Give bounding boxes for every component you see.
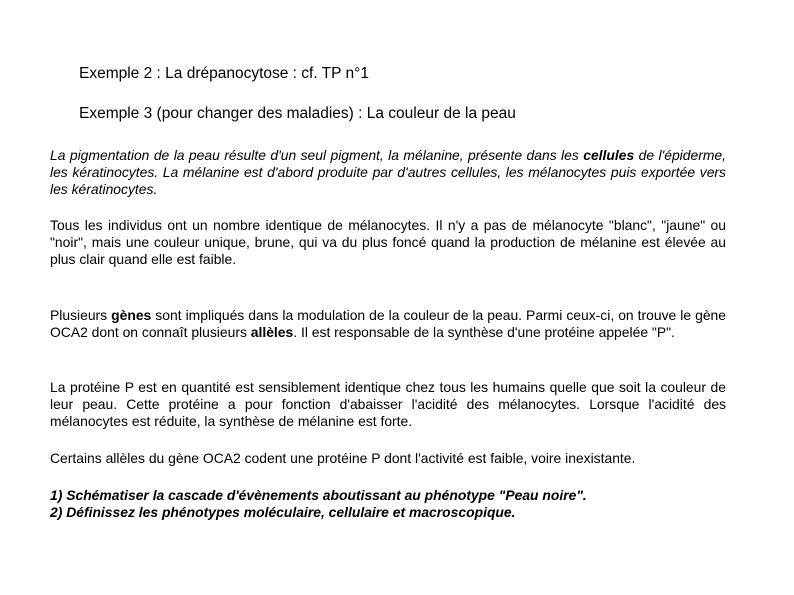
paragraph-protein-p: La protéine P est en quantité est sensiblement identique chez tous les humains quelle que soit la couleur de leur peau. Cette protéine a pour fonction d'abaisser l'acidité des mélanocytes. Lorsque l'acidité des mélanocytes est réduite, la synthèse de mélanine est forte.	[50, 379, 726, 429]
question-1: 1) Schématiser la cascade d'évènements aboutissant au phénotype "Peau noire".	[50, 487, 587, 503]
paragraph-genes	[50, 307, 726, 341]
paragraph-pigmentation-text-2: de l'épiderme, les kératinocytes. La mélanine est d'abord produite par d'autres cellules, les mélanocytes puis exportée vers les kératinocytes.	[50, 147, 726, 197]
paragraph-genes-text-1: Plusieurs	[50, 307, 112, 323]
paragraph-genes-text-2: sont impliqués dans la modulation de la couleur de la peau. Parmi ceux-ci, on trouve le gène OCA2 dont on connaît plusieurs	[50, 307, 726, 340]
question-2: 2) Définissez les phénotypes moléculaire, cellulaire et macroscopique.	[50, 504, 516, 520]
example-3-heading: Exemple 3 (pour changer des maladies) : La couleur de la peau	[79, 105, 516, 122]
paragraph-pigmentation	[50, 147, 726, 198]
term-cellules: cellules	[583, 147, 635, 163]
paragraph-oca2-alleles: Certains allèles du gène OCA2 codent une protéine P dont l'activité est faible, voire inexistante.	[50, 450, 636, 466]
questions-block	[50, 487, 750, 521]
paragraph-pigmentation-text-1: La pigmentation de la peau résulte d'un seul pigment, la mélanine, présente dans les	[50, 147, 584, 163]
paragraph-melanocytes: Tous les individus ont un nombre identique de mélanocytes. Il n'y a pas de mélanocyte "blanc", "jaune" ou "noir", mais une couleur unique, brune, qui va du plus foncé quand la production de mélanine est élevée au plus clair quand elle est faible.	[50, 217, 726, 267]
term-alleles: allèles	[250, 324, 294, 340]
paragraph-genes-text-3: . Il est responsable de la synthèse d'une protéine appelée "P".	[293, 324, 675, 340]
example-2-heading: Exemple 2 : La drépanocytose : cf. TP n°1	[79, 65, 369, 82]
term-genes: gènes	[111, 307, 152, 323]
